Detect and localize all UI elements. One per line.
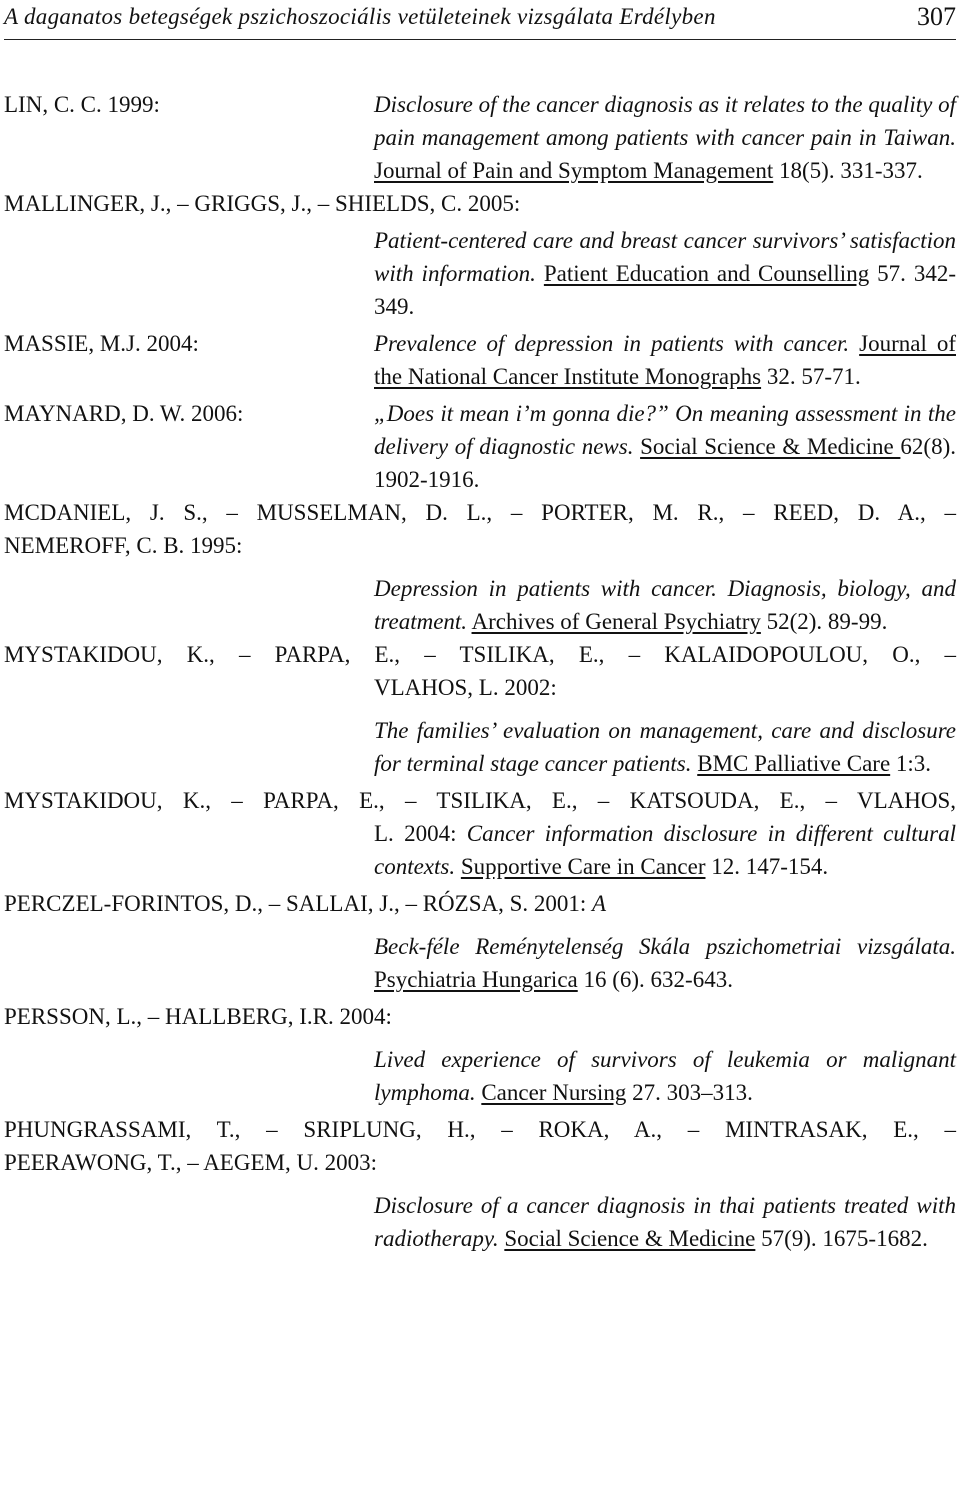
reference-author: PHUNGRASSAMI, T., – SRIPLUNG, H., – ROKA, A., – MINTRASAK, E., –: [4, 1117, 956, 1142]
reference-title: Lived experience of survivors of leukemia or malignant lymphoma.: [374, 1047, 956, 1105]
reference-entry: [4, 397, 956, 496]
reference-entry: [4, 187, 956, 323]
reference-details: 27. 303–313.: [632, 1080, 753, 1105]
reference-citation: [4, 714, 956, 780]
reference-citation: [4, 572, 956, 638]
reference-author-line: [4, 887, 956, 920]
reference-journal: Archives of General Psychiatry: [471, 609, 761, 634]
reference-author-cont: L. 2004:: [374, 821, 457, 846]
reference-author: PERSSON, L., – HALLBERG, I.R. 2004:: [4, 1004, 392, 1029]
reference-title: Patient-centered care and breast cancer survivors’ satisfaction with information.: [374, 228, 956, 286]
reference-details: 12. 147-154.: [711, 854, 829, 879]
running-header: [4, 0, 956, 40]
reference-citation: [4, 1189, 956, 1255]
reference-journal: Social Science & Medicine: [640, 434, 901, 459]
reference-author-cont: VLAHOS, L. 2002:: [374, 675, 557, 700]
reference-title: Prevalence of depression in patients with cancer.: [374, 331, 850, 356]
reference-author: MAYNARD, D. W. 2006:: [4, 401, 244, 426]
reference-journal: BMC Palliative Care: [697, 751, 891, 776]
reference-citation: [374, 397, 956, 496]
reference-author: LIN, C. C. 1999:: [4, 92, 160, 117]
reference-author: MALLINGER, J., – GRIGGS, J., – SHIELDS, C. 2005:: [4, 191, 521, 216]
reference-entry: [4, 638, 956, 780]
reference-author: MASSIE, M.J. 2004:: [4, 331, 199, 356]
reference-author: MCDANIEL, J. S., – MUSSELMAN, D. L., – PORTER, M. R., – REED, D. A., –: [4, 500, 956, 525]
reference-entry: [4, 88, 956, 187]
reference-journal: Supportive Care in Cancer: [460, 854, 706, 879]
reference-details: 57. 342-349.: [374, 261, 956, 319]
reference-title: Disclosure of the cancer diagnosis as it relates to the quality of pain management among patients with cancer pain in Taiwan.: [374, 92, 956, 150]
reference-details: 52(2). 89-99.: [766, 609, 888, 634]
reference-details: 18(5). 331-337.: [779, 158, 923, 183]
reference-citation: [374, 327, 956, 393]
reference-details: 1:3.: [895, 751, 932, 776]
reference-journal: Social Science & Medicine: [504, 1226, 756, 1251]
reference-entry: [4, 887, 956, 996]
reference-title: Cancer information disclosure in different cultural contexts.: [374, 821, 956, 879]
reference-author-cont: PEERAWONG, T., – AEGEM, U. 2003:: [4, 1150, 377, 1175]
reference-title: „Does it mean i’m gonna die?” On meaning assessment in the delivery of diagnostic news.: [374, 401, 956, 459]
reference-title: Disclosure of a cancer diagnosis in thai patients treated with radiotherapy.: [374, 1193, 956, 1251]
reference-citation: [4, 224, 956, 323]
reference-details: 32. 57-71.: [766, 364, 861, 389]
reference-details: 16 (6). 632-643.: [583, 967, 733, 992]
reference-author: PERCZEL-FORINTOS, D., – SALLAI, J., – RÓZSA, S. 2001:: [4, 891, 587, 916]
reference-citation: [374, 88, 956, 187]
reference-journal: Psychiatria Hungarica: [374, 967, 578, 992]
header-title: A daganatos betegségek pszichoszociális vetületeinek vizsgálata Erdélyben: [4, 4, 716, 29]
reference-citation: [4, 817, 956, 883]
reference-citation: [4, 1043, 956, 1109]
reference-entry: [4, 496, 956, 638]
reference-journal: Patient Education and Counselling: [543, 261, 870, 286]
reference-journal: Cancer Nursing: [481, 1080, 627, 1105]
reference-citation: [4, 930, 956, 996]
reference-entry: [4, 1113, 956, 1255]
reference-author: MYSTAKIDOU, K., – PARPA, E., – TSILIKA, E., – KATSOUDA, E., – VLAHOS,: [4, 788, 956, 813]
reference-title: Beck-féle Reménytelenség Skála pszichometriai vizsgálata.: [374, 934, 956, 959]
reference-details: 62(8). 1902-1916.: [374, 434, 956, 492]
reference-details: 57(9). 1675-1682.: [761, 1226, 928, 1251]
reference-entry: [4, 1000, 956, 1109]
reference-entry: [4, 784, 956, 883]
reference-title: The families’ evaluation on management, care and disclosure for terminal stage cancer patients.: [374, 718, 956, 776]
reference-entry: [4, 327, 956, 393]
reference-title: Depression in patients with cancer. Diagnosis, biology, and treatment.: [374, 576, 956, 634]
reference-list: [4, 88, 956, 1255]
reference-journal: Journal of the National Cancer Institute Monographs: [374, 331, 956, 389]
reference-author-cont: NEMEROFF, C. B. 1995:: [4, 533, 243, 558]
reference-title-lead: A: [592, 891, 607, 916]
reference-author: MYSTAKIDOU, K., – PARPA, E., – TSILIKA, E., – KALAIDOPOULOU, O., –: [4, 642, 956, 667]
page-number: 307: [917, 2, 956, 31]
reference-journal: Journal of Pain and Symptom Management: [374, 158, 774, 183]
